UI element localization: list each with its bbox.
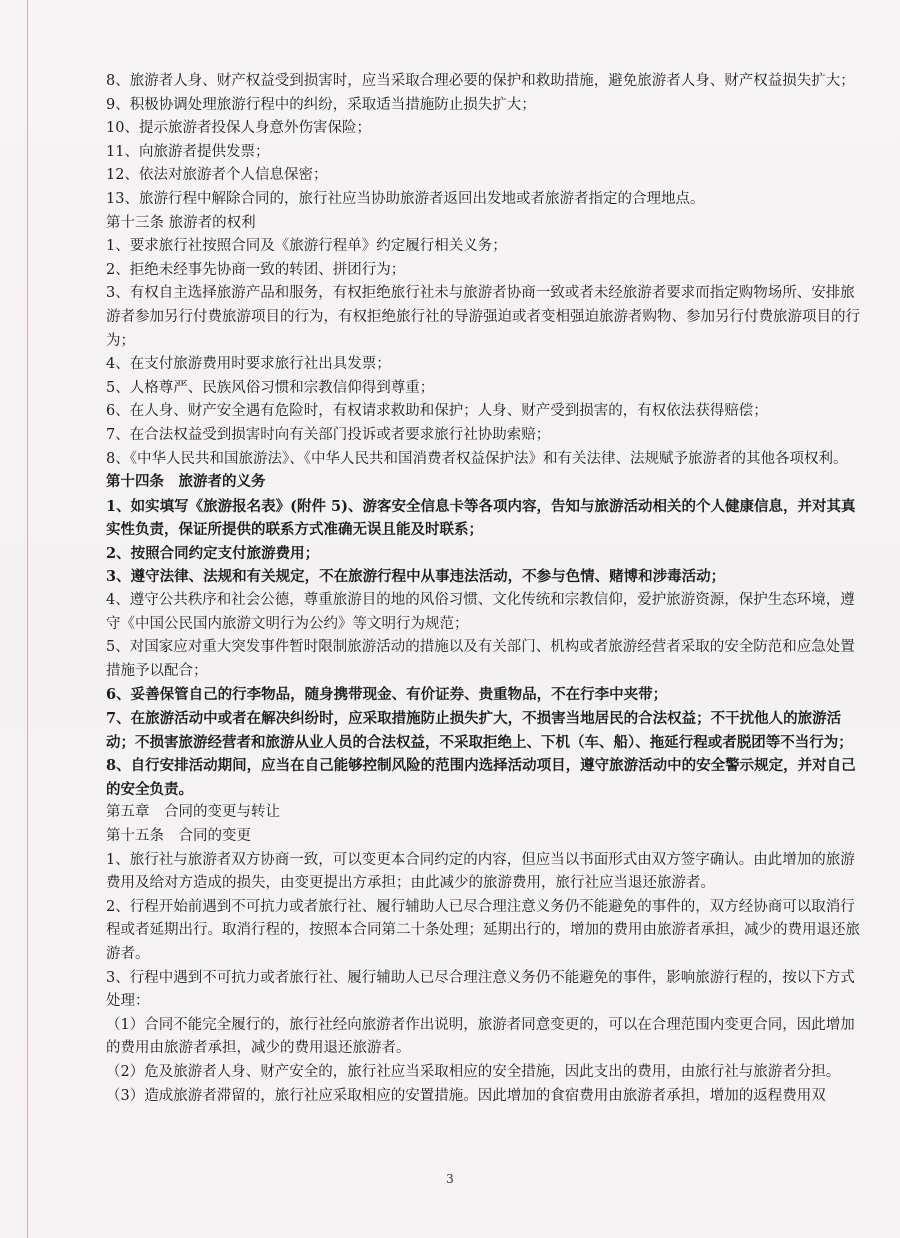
paragraph: 5、人格尊严、民族风俗习惯和宗教信仰得到尊重； bbox=[106, 379, 435, 396]
paragraph: 6、在人身、财产安全遇有危险时，有权请求救助和保护；人身、财产受到损害的，有权依法获得赔偿； bbox=[106, 403, 768, 420]
sub-paragraph: （1）合同不能完全履行的，旅行社经向旅游者作出说明，旅游者同意变更的，可以在合理范围内变更合同，因此增加的费用由旅游者承担，减少的费用退还旅游者。 bbox=[106, 1016, 855, 1057]
paragraph: 1、旅行社与旅游者双方协商一致，可以变更本合同约定的内容，但应当以书面形式由双方签字确认。由此增加的旅游费用及给对方造成的损失，由变更提出方承担；由此减少的旅游费用，旅行社应当退还旅游者。 bbox=[106, 851, 855, 892]
paragraph: 5、对国家应对重大突发事件暂时限制旅游活动的措施以及有关部门、机构或者旅游经营者采取的安全防范和应急处置措施予以配合； bbox=[106, 639, 855, 679]
chapter-heading: 第五章 合同的变更与转让 bbox=[106, 804, 280, 821]
paragraph: 7、在旅游活动中或者在解决纠纷时，应采取措施防止损失扩大，不损害当地居民的合法权益；不干扰他人的旅游活动；不损害旅游经营者和旅游从业人员的合法权益，不采取拒绝上、下机（车、船）、拖延行程或者脱团等不当行为； bbox=[106, 710, 853, 751]
paragraph: 6、妥善保管自己的行李物品，随身携带现金、有价证券、贵重物品，不在行李中夹带； bbox=[106, 686, 668, 704]
paragraph: 3、行程中遇到不可抗力或者旅行社、履行辅助人已尽合理注意义务仍不能避免的事件，影响旅游行程的，按以下方式处理： bbox=[106, 969, 855, 1010]
paragraph: 1、要求旅行社按照合同及《旅游行程单》约定履行相关义务； bbox=[106, 238, 507, 255]
paragraph: 8、自行安排活动期间，应当在自己能够控制风险的范围内选择活动项目，遵守旅游活动中的安全警示规定，并对自己的安全负责。 bbox=[106, 757, 856, 798]
section-heading: 第十四条 旅游者的义务 bbox=[106, 474, 266, 491]
paragraph: 4、在支付旅游费用时要求旅行社出具发票； bbox=[106, 356, 391, 373]
paragraph: 9、积极协调处理旅游行程中的纠纷，采取适当措施防止损失扩大； bbox=[106, 96, 536, 113]
paragraph: 7、在合法权益受到损害时向有关部门投诉或者要求旅行社协助索赔； bbox=[106, 426, 551, 443]
paragraph: 2、行程开始前遇到不可抗力或者旅行社、履行辅助人已尽合理注意义务仍不能避免的事件的，双方经协商可以取消行程或者延期出行。取消行程的，按照本合同第二十条处理；延期出行的，增加的费用由旅游者承担，减少的费用退还旅游者。 bbox=[106, 898, 860, 962]
section-heading: 第十五条 合同的变更 bbox=[106, 828, 251, 844]
paragraph: 12、依法对旅游者个人信息保密； bbox=[106, 167, 328, 184]
page-number: 3 bbox=[446, 1172, 454, 1186]
sub-paragraph: （3）造成旅游者滞留的，旅行社应采取相应的安置措施。因此增加的食宿费用由旅游者承担，增加的返程费用双 bbox=[106, 1087, 826, 1104]
paragraph: 2、拒绝未经事先协商一致的转团、拼团行为； bbox=[106, 261, 406, 278]
paragraph: 3、遵守法律、法规和有关规定，不在旅游行程中从事违法活动，不参与色情、赌博和涉毒活动； bbox=[106, 568, 726, 586]
paragraph: 13、旅游行程中解除合同的，旅行社应当协助旅游者返回出发地或者旅游者指定的合理地点。 bbox=[106, 190, 705, 207]
paragraph: 8、《中华人民共和国旅游法》、《中华人民共和国消费者权益保护法》和有关法律、法规赋予旅游者的其他各项权利。 bbox=[106, 450, 848, 467]
paragraph: 2、按照合同约定支付旅游费用； bbox=[106, 544, 320, 562]
paragraph: 4、遵守公共秩序和社会公德，尊重旅游目的地的风俗习惯、文化传统和宗教信仰，爱护旅游资源，保护生态环境，遵守《中国公民国内旅游文明行为公约》等文明行为规范； bbox=[106, 592, 855, 632]
paragraph: 11、向旅游者提供发票； bbox=[106, 143, 270, 160]
paragraph: 8、旅游者人身、财产权益受到损害时，应当采取合理必要的保护和救助措施，避免旅游者人身、财产权益损失扩大； bbox=[106, 73, 855, 89]
margin-rule bbox=[27, 0, 28, 1238]
sub-paragraph: （2）危及旅游者人身、财产安全的，旅行社应当采取相应的安全措施，因此支出的费用，由旅行社与旅游者分担。 bbox=[106, 1063, 841, 1080]
section-heading: 第十三条 旅游者的权利 bbox=[106, 214, 256, 231]
paragraph: 1、如实填写《旅游报名表》(附件 5)、游客安全信息卡等各项内容，告知与旅游活动相关的个人健康信息，并对其真实性负责，保证所提供的联系方式准确无误且能及时联系； bbox=[106, 497, 856, 539]
paragraph: 10、提示旅游者投保人身意外伤害保险； bbox=[106, 120, 371, 137]
document-body bbox=[96, 70, 868, 1108]
paragraph: 3、有权自主选择旅游产品和服务，有权拒绝旅行社未与旅游者协商一致或者未经旅游者要求而指定购物场所、安排旅游者参加另行付费旅游项目的行为，有权拒绝旅行社的导游强迫或者变相强迫旅游者购物、参加另行付费旅游项目的行为； bbox=[106, 285, 860, 349]
